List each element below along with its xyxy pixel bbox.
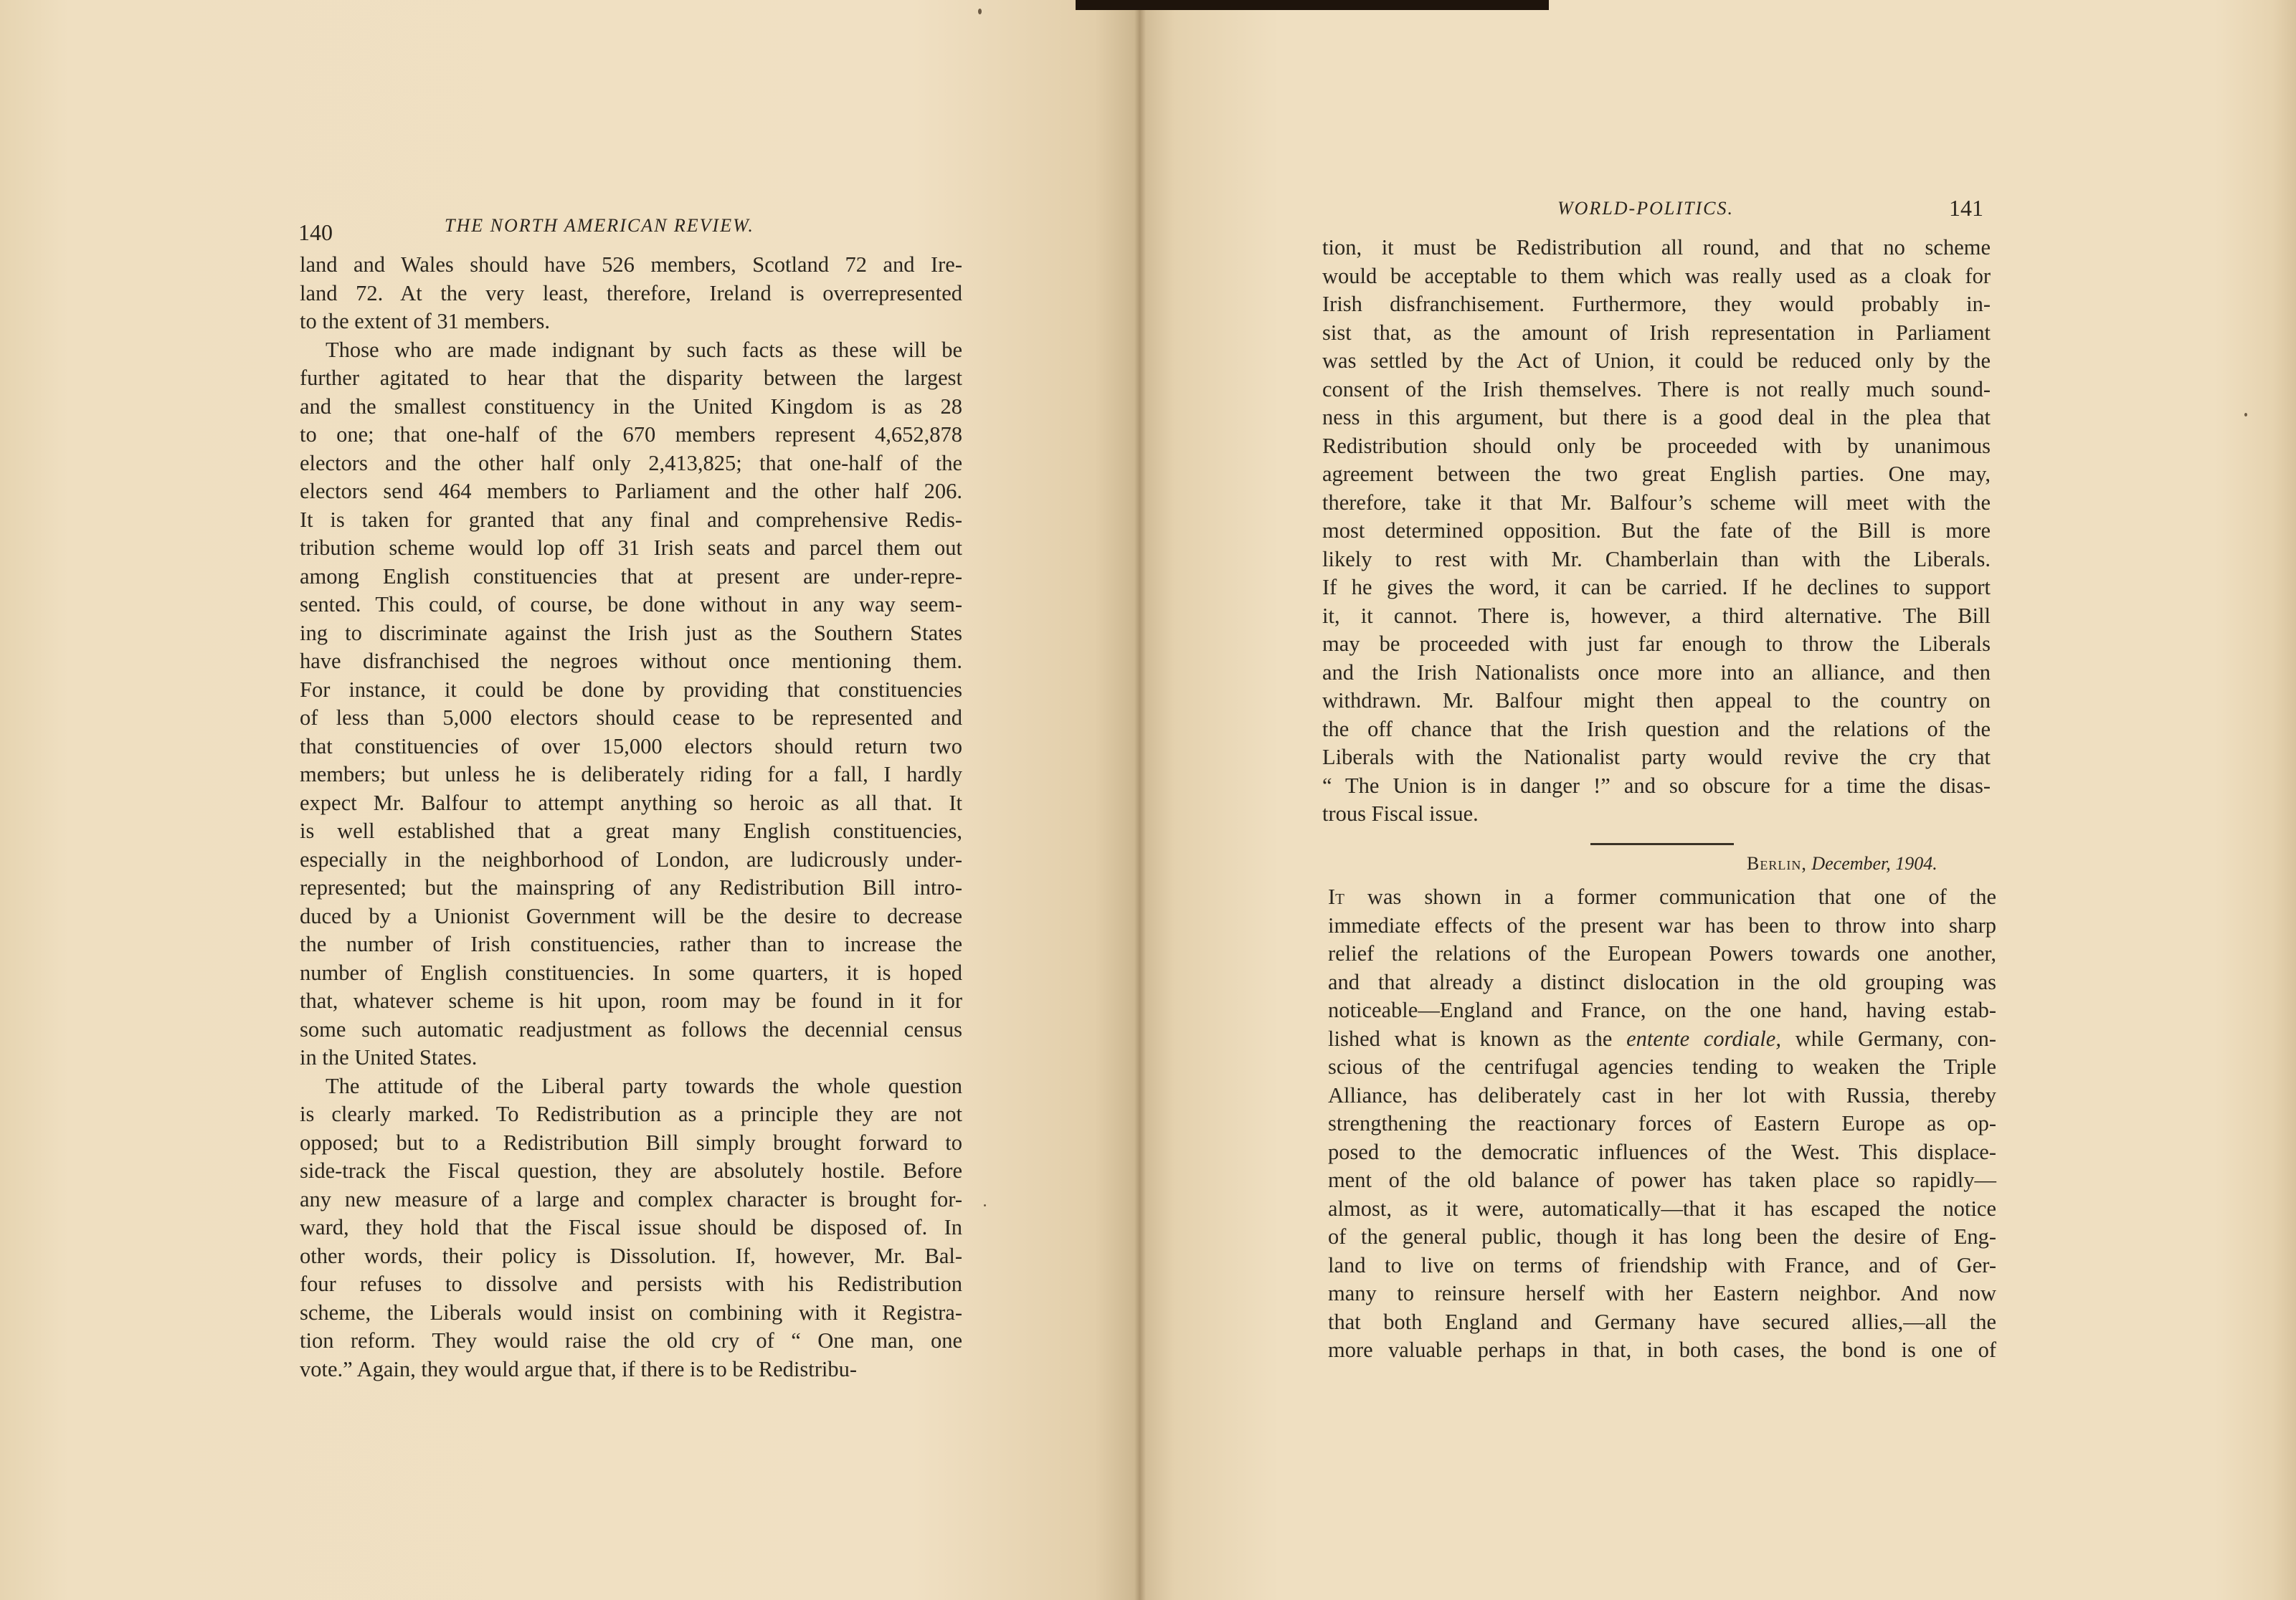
- paper-speck: [2244, 413, 2247, 416]
- text-line: ward, they hold that the Fiscal issue should be disposed of. In: [300, 1215, 962, 1239]
- text-line: other words, their policy is Dissolution. If, however, Mr. Bal-: [300, 1243, 962, 1268]
- text-line: [1328, 883, 1996, 912]
- text-line: duced by a Unionist Government will be the desire to decrease: [300, 903, 962, 928]
- text-line: strengthening the reactionary forces of Eastern Europe as op-: [1328, 1111, 1996, 1135]
- text-line: to one; that one-half of the 670 members represent 4,652,878: [300, 422, 962, 447]
- right-page-section-two: [1328, 883, 1996, 1365]
- text-line: tion reform. They would raise the old cry of “ One man, one: [300, 1328, 962, 1353]
- lead-in-word: It: [1328, 885, 1344, 909]
- text-line: ing to discriminate against the Irish just as the Southern States: [300, 620, 962, 645]
- text-line: especially in the neighborhood of London, are ludicrously under-: [300, 847, 962, 872]
- text-line: Irish disfranchisement. Furthermore, they would probably in-: [1322, 292, 1991, 316]
- text-line: number of English constituencies. In some quarters, it is hoped: [300, 960, 962, 985]
- text-line: scheme, the Liberals would insist on combining with it Registra-: [300, 1300, 962, 1325]
- text-line: The attitude of the Liberal party towards the whole question: [326, 1073, 962, 1098]
- text-line: electors and the other half only 2,413,825; that one-half of the: [300, 450, 962, 475]
- text-line: tribution scheme would lop off 31 Irish seats and parcel them out: [300, 535, 962, 560]
- text-line: of less than 5,000 electors should cease to be represented and: [300, 705, 962, 730]
- text-line: would be acceptable to them which was really used as a cloak for: [1322, 263, 1991, 288]
- text-line: members; but unless he is deliberately riding for a fall, I hardly: [300, 762, 962, 786]
- text-line: land and Wales should have 526 members, Scotland 72 and Ire-: [300, 252, 962, 277]
- text-line: withdrawn. Mr. Balfour might then appeal to the country on: [1322, 688, 1991, 713]
- text-line: immediate effects of the present war has been to throw into sharp: [1328, 913, 1996, 938]
- dateline-city: Berlin,: [1747, 853, 1807, 874]
- text-line: side-track the Fiscal question, they are absolutely hostile. Before: [300, 1158, 962, 1183]
- paragraph: [1328, 883, 1996, 1365]
- text-line: ment of the old balance of power has taken place so rapidly—: [1328, 1168, 1996, 1192]
- text-line: that both England and Germany have secured allies,—all the: [1328, 1309, 1996, 1334]
- text-line: tion, it must be Redistribution all round, and that no scheme: [1322, 235, 1991, 259]
- text-line: that constituencies of over 15,000 electors should return two: [300, 733, 962, 758]
- text-line: “ The Union is in danger !” and so obscure for a time the disas-: [1322, 773, 1991, 798]
- text-line: more valuable perhaps in that, in both cases, the bond is one of: [1328, 1338, 1996, 1362]
- text-line: land to live on terms of friendship with France, and of Ger-: [1328, 1252, 1996, 1277]
- paper-speck: [978, 9, 982, 14]
- left-page-number: 140: [298, 219, 333, 245]
- text-line: have disfranchised the negroes without once mentioning them.: [300, 649, 962, 673]
- text-fragment: lished what is known as the: [1328, 1026, 1627, 1051]
- text-line: is clearly marked. To Redistribution as a principle they are not: [300, 1102, 962, 1126]
- text-line: in the United States.: [300, 1045, 478, 1070]
- right-page-body: [1322, 234, 1991, 829]
- text-line: scious of the centrifugal agencies tending to weaken the Triple: [1328, 1054, 1996, 1079]
- text-line: vote.” Again, they would argue that, if there is to be Redistribu-: [300, 1356, 858, 1381]
- section-divider-rule: [1590, 843, 1734, 845]
- text-line: land 72. At the very least, therefore, Ireland is overrepresented: [300, 280, 962, 305]
- italic-phrase: entente cordiale,: [1626, 1026, 1781, 1051]
- right-page-number: 141: [1949, 195, 1983, 221]
- text-line: relief the relations of the European Powers towards one another,: [1328, 941, 1996, 966]
- text-line: four refuses to dissolve and persists with his Redistribution: [300, 1272, 962, 1296]
- text-line: For instance, it could be done by providing that constituencies: [300, 677, 962, 702]
- text-line: Alliance, has deliberately cast in her lot with Russia, thereby: [1328, 1082, 1996, 1108]
- text-line: [1328, 1025, 1996, 1054]
- text-line: was settled by the Act of Union, it could be reduced only by the: [1322, 348, 1991, 373]
- text-fragment: while Germany, con-: [1780, 1026, 1996, 1051]
- left-page-body: [300, 251, 962, 1384]
- text-line: may be proceeded with just far enough to throw the Liberals: [1322, 632, 1991, 656]
- text-line: among English constituencies that at present are under-repre-: [300, 563, 962, 589]
- text-line: almost, as it were, automatically—that it has escaped the notice: [1328, 1196, 1996, 1221]
- text-line: it, it cannot. There is, however, a third alternative. The Bill: [1322, 603, 1991, 628]
- paragraph: [300, 1072, 962, 1384]
- left-running-head: THE NORTH AMERICAN REVIEW.: [445, 215, 754, 236]
- text-line: electors send 464 members to Parliament and the other half 206.: [300, 479, 962, 503]
- first-line-rest: was shown in a former communication that one of the: [1344, 885, 1996, 909]
- text-line: and that already a distinct dislocation in the old grouping was: [1328, 969, 1996, 994]
- text-line: to the extent of 31 members.: [300, 309, 550, 333]
- paragraph: [300, 336, 962, 1072]
- text-line: of the general public, though it has long been the desire of Eng-: [1328, 1224, 1996, 1249]
- text-line: If he gives the word, it can be carried. If he declines to support: [1322, 575, 1991, 599]
- text-line: ness in this argument, but there is a good deal in the plea that: [1322, 405, 1991, 429]
- text-line: that, whatever scheme is hit upon, room may be found in it for: [300, 989, 962, 1013]
- text-line: many to reinsure herself with her Eastern neighbor. And now: [1328, 1281, 1996, 1305]
- paragraph: [1322, 234, 1991, 829]
- text-line: noticeable—England and France, on the one hand, having estab-: [1328, 998, 1996, 1022]
- text-line: any new measure of a large and complex character is brought for-: [300, 1186, 962, 1211]
- text-line: consent of the Irish themselves. There is not really much sound-: [1322, 376, 1991, 401]
- text-line: therefore, take it that Mr. Balfour’s scheme will meet with the: [1322, 490, 1991, 515]
- text-line: is well established that a great many English constituencies,: [300, 819, 962, 843]
- text-line: and the smallest constituency in the United Kingdom is as 28: [300, 394, 962, 419]
- text-line: It is taken for granted that any final and comprehensive Redis-: [300, 507, 962, 532]
- text-line: sist that, as the amount of Irish representation in Parliament: [1322, 320, 1991, 345]
- text-line: expect Mr. Balfour to attempt anything so heroic as all that. It: [300, 790, 962, 815]
- paper-speck: [984, 1204, 986, 1206]
- text-line: trous Fiscal issue.: [1322, 801, 1479, 826]
- text-line: most determined opposition. But the fate of the Bill is more: [1322, 518, 1991, 543]
- dateline: [1747, 853, 1937, 875]
- dateline-date: December, 1904.: [1811, 853, 1937, 874]
- text-line: Liberals with the Nationalist party would revive the cry that: [1322, 745, 1991, 769]
- text-line: the number of Irish constituencies, rather than to increase the: [300, 932, 962, 956]
- book-gutter: [1134, 0, 1146, 1600]
- text-line: posed to the democratic influences of the West. This displace-: [1328, 1139, 1996, 1164]
- text-line: and the Irish Nationalists once more into an alliance, and then: [1322, 659, 1991, 685]
- right-running-head: WORLD-POLITICS.: [1557, 198, 1734, 219]
- text-line: likely to rest with Mr. Chamberlain than with the Liberals.: [1322, 546, 1991, 571]
- text-line: represented; but the mainspring of any Redistribution Bill intro-: [300, 875, 962, 900]
- text-line: further agitated to hear that the disparity between the largest: [300, 366, 962, 390]
- text-line: sented. This could, of course, be done without in any way seem-: [300, 592, 962, 616]
- text-line: Redistribution should only be proceeded with by unanimous: [1322, 433, 1991, 458]
- paragraph: [300, 251, 962, 336]
- scan-top-edge: [1076, 0, 1549, 10]
- text-line: agreement between the two great English parties. One may,: [1322, 462, 1991, 486]
- text-line: opposed; but to a Redistribution Bill simply brought forward to: [300, 1130, 962, 1155]
- text-line: some such automatic readjustment as follows the decennial census: [300, 1016, 962, 1042]
- text-line: the off chance that the Irish question and the relations of the: [1322, 716, 1991, 741]
- text-line: Those who are made indignant by such facts as these will be: [326, 337, 962, 362]
